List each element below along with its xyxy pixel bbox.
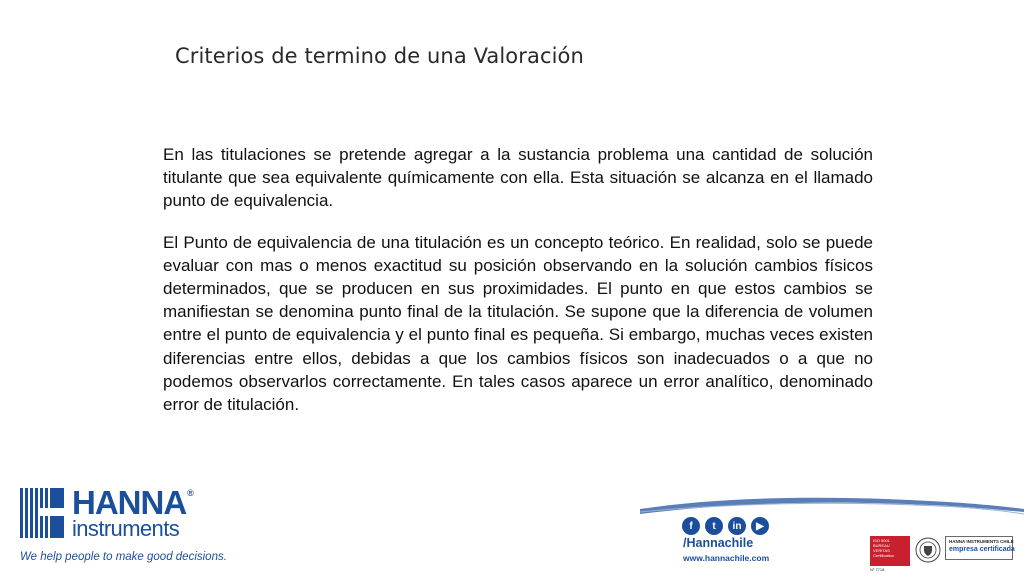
logo-tagline: We help people to make good decisions. [20, 551, 227, 563]
cert2-line1: HANNA INSTRUMENTS CHILE [949, 539, 1014, 544]
social-handle: /Hannachile [683, 536, 754, 550]
twitter-icon[interactable]: t [705, 517, 723, 535]
paragraph-1: En las titulaciones se pretende agregar a la sustancia problema una cantidad de solución titulante que sea equivalente químicamente con ella. Esta situación se alcanza en el llamado punto de equivalencia. [163, 145, 873, 211]
website-url[interactable]: www.hannachile.com [683, 553, 770, 563]
logo-sub-text: instruments [72, 516, 180, 541]
linkedin-icon[interactable]: in [728, 517, 746, 535]
slide-title: Criterios de termino de una Valoración [175, 44, 584, 68]
facebook-icon[interactable]: f [682, 517, 700, 535]
cert2-line2: empresa certificada [949, 546, 1015, 553]
bureau-veritas-seal-icon [914, 536, 942, 566]
youtube-icon[interactable]: ▶ [751, 517, 769, 535]
social-icons [682, 517, 769, 535]
paragraph-2: El Punto de equivalencia de una titulación es un concepto teórico. En realidad, solo se puede evaluar con mas o menos exactitud su posición observando en la solución cambios físicos determinados, que se producen en sus proximidades. El punto en que estos cambios se manifiestan se denomina punto final de la titulación. Se supone que la diferencia de volumen entre el punto de equivalencia y el punto final es pequeña. Si embargo, muchas veces existen diferencias entre ellos, debidas a que los cambios físicos son inadecuados o a que no podemos observarlos correctamente. En tales casos aparece un error analítico, denominado error de titulación. [163, 232, 873, 415]
cert-number: Nº 7718 [870, 567, 885, 572]
certified-company-badge [945, 536, 1013, 560]
bureau-veritas-badge [870, 536, 946, 572]
slide-body [163, 143, 873, 434]
logo-brand-text: HANNA® [72, 484, 193, 521]
cert-text: ISO 9001 BUREAU VERITAS Certification [870, 536, 910, 566]
hanna-logo-bars-icon [20, 486, 66, 540]
